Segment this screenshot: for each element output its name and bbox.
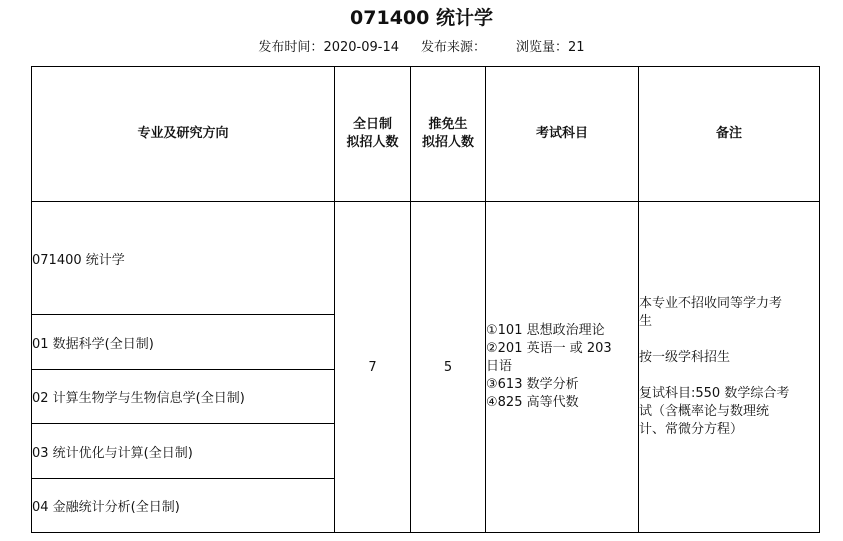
note-line: 计、常微分方程）: [639, 422, 744, 437]
subject-line: 日语: [486, 359, 513, 374]
direction-cell: 03 统计优化与计算(全日制): [32, 424, 335, 479]
note-line: 生: [639, 314, 653, 329]
article-meta: [0, 39, 843, 57]
header-row: [32, 67, 820, 202]
exempt-count: 5: [411, 202, 486, 533]
note-line: 本专业不招收同等学力考: [639, 296, 783, 311]
exam-subjects: [486, 202, 639, 533]
direction-cell: 04 金融统计分析(全日制): [32, 479, 335, 533]
direction-cell: 01 数据科学(全日制): [32, 315, 335, 370]
header-direction: 专业及研究方向: [32, 67, 335, 202]
publish-time-value: 2020-09-14: [323, 40, 399, 55]
views-value: 21: [568, 40, 585, 55]
header-exempt-line2: 拟招人数: [421, 135, 474, 150]
views-label: 浏览量：: [516, 40, 569, 55]
publish-time-label: 发布时间：: [258, 40, 324, 55]
note-line: 按一级学科招生: [639, 350, 731, 365]
admissions-table: [31, 66, 820, 533]
table-row: [32, 202, 820, 315]
header-exempt-line1: 推免生: [428, 117, 468, 132]
header-fulltime-line1: 全日制: [352, 117, 392, 132]
subject-line: ②201 英语一 或 203: [486, 341, 612, 356]
note-line: 复试科目:550 数学综合考: [639, 386, 790, 401]
subject-line: ④825 高等代数: [486, 395, 579, 410]
header-exempt: [411, 67, 486, 202]
page-title: 071400 统计学: [350, 7, 493, 29]
note-line: 试（含概率论与数理统: [639, 404, 770, 419]
direction-cell: 071400 统计学: [32, 202, 335, 315]
notes-cell: [639, 202, 820, 533]
source-label: 发布来源：: [421, 40, 487, 55]
header-subjects: 考试科目: [486, 67, 639, 202]
fulltime-count: 7: [335, 202, 411, 533]
subject-line: ①101 思想政治理论: [486, 323, 605, 338]
subject-line: ③613 数学分析: [486, 377, 579, 392]
direction-cell: 02 计算生物学与生物信息学(全日制): [32, 370, 335, 424]
header-fulltime: [335, 67, 411, 202]
header-notes: 备注: [639, 67, 820, 202]
header-fulltime-line2: 拟招人数: [346, 135, 399, 150]
